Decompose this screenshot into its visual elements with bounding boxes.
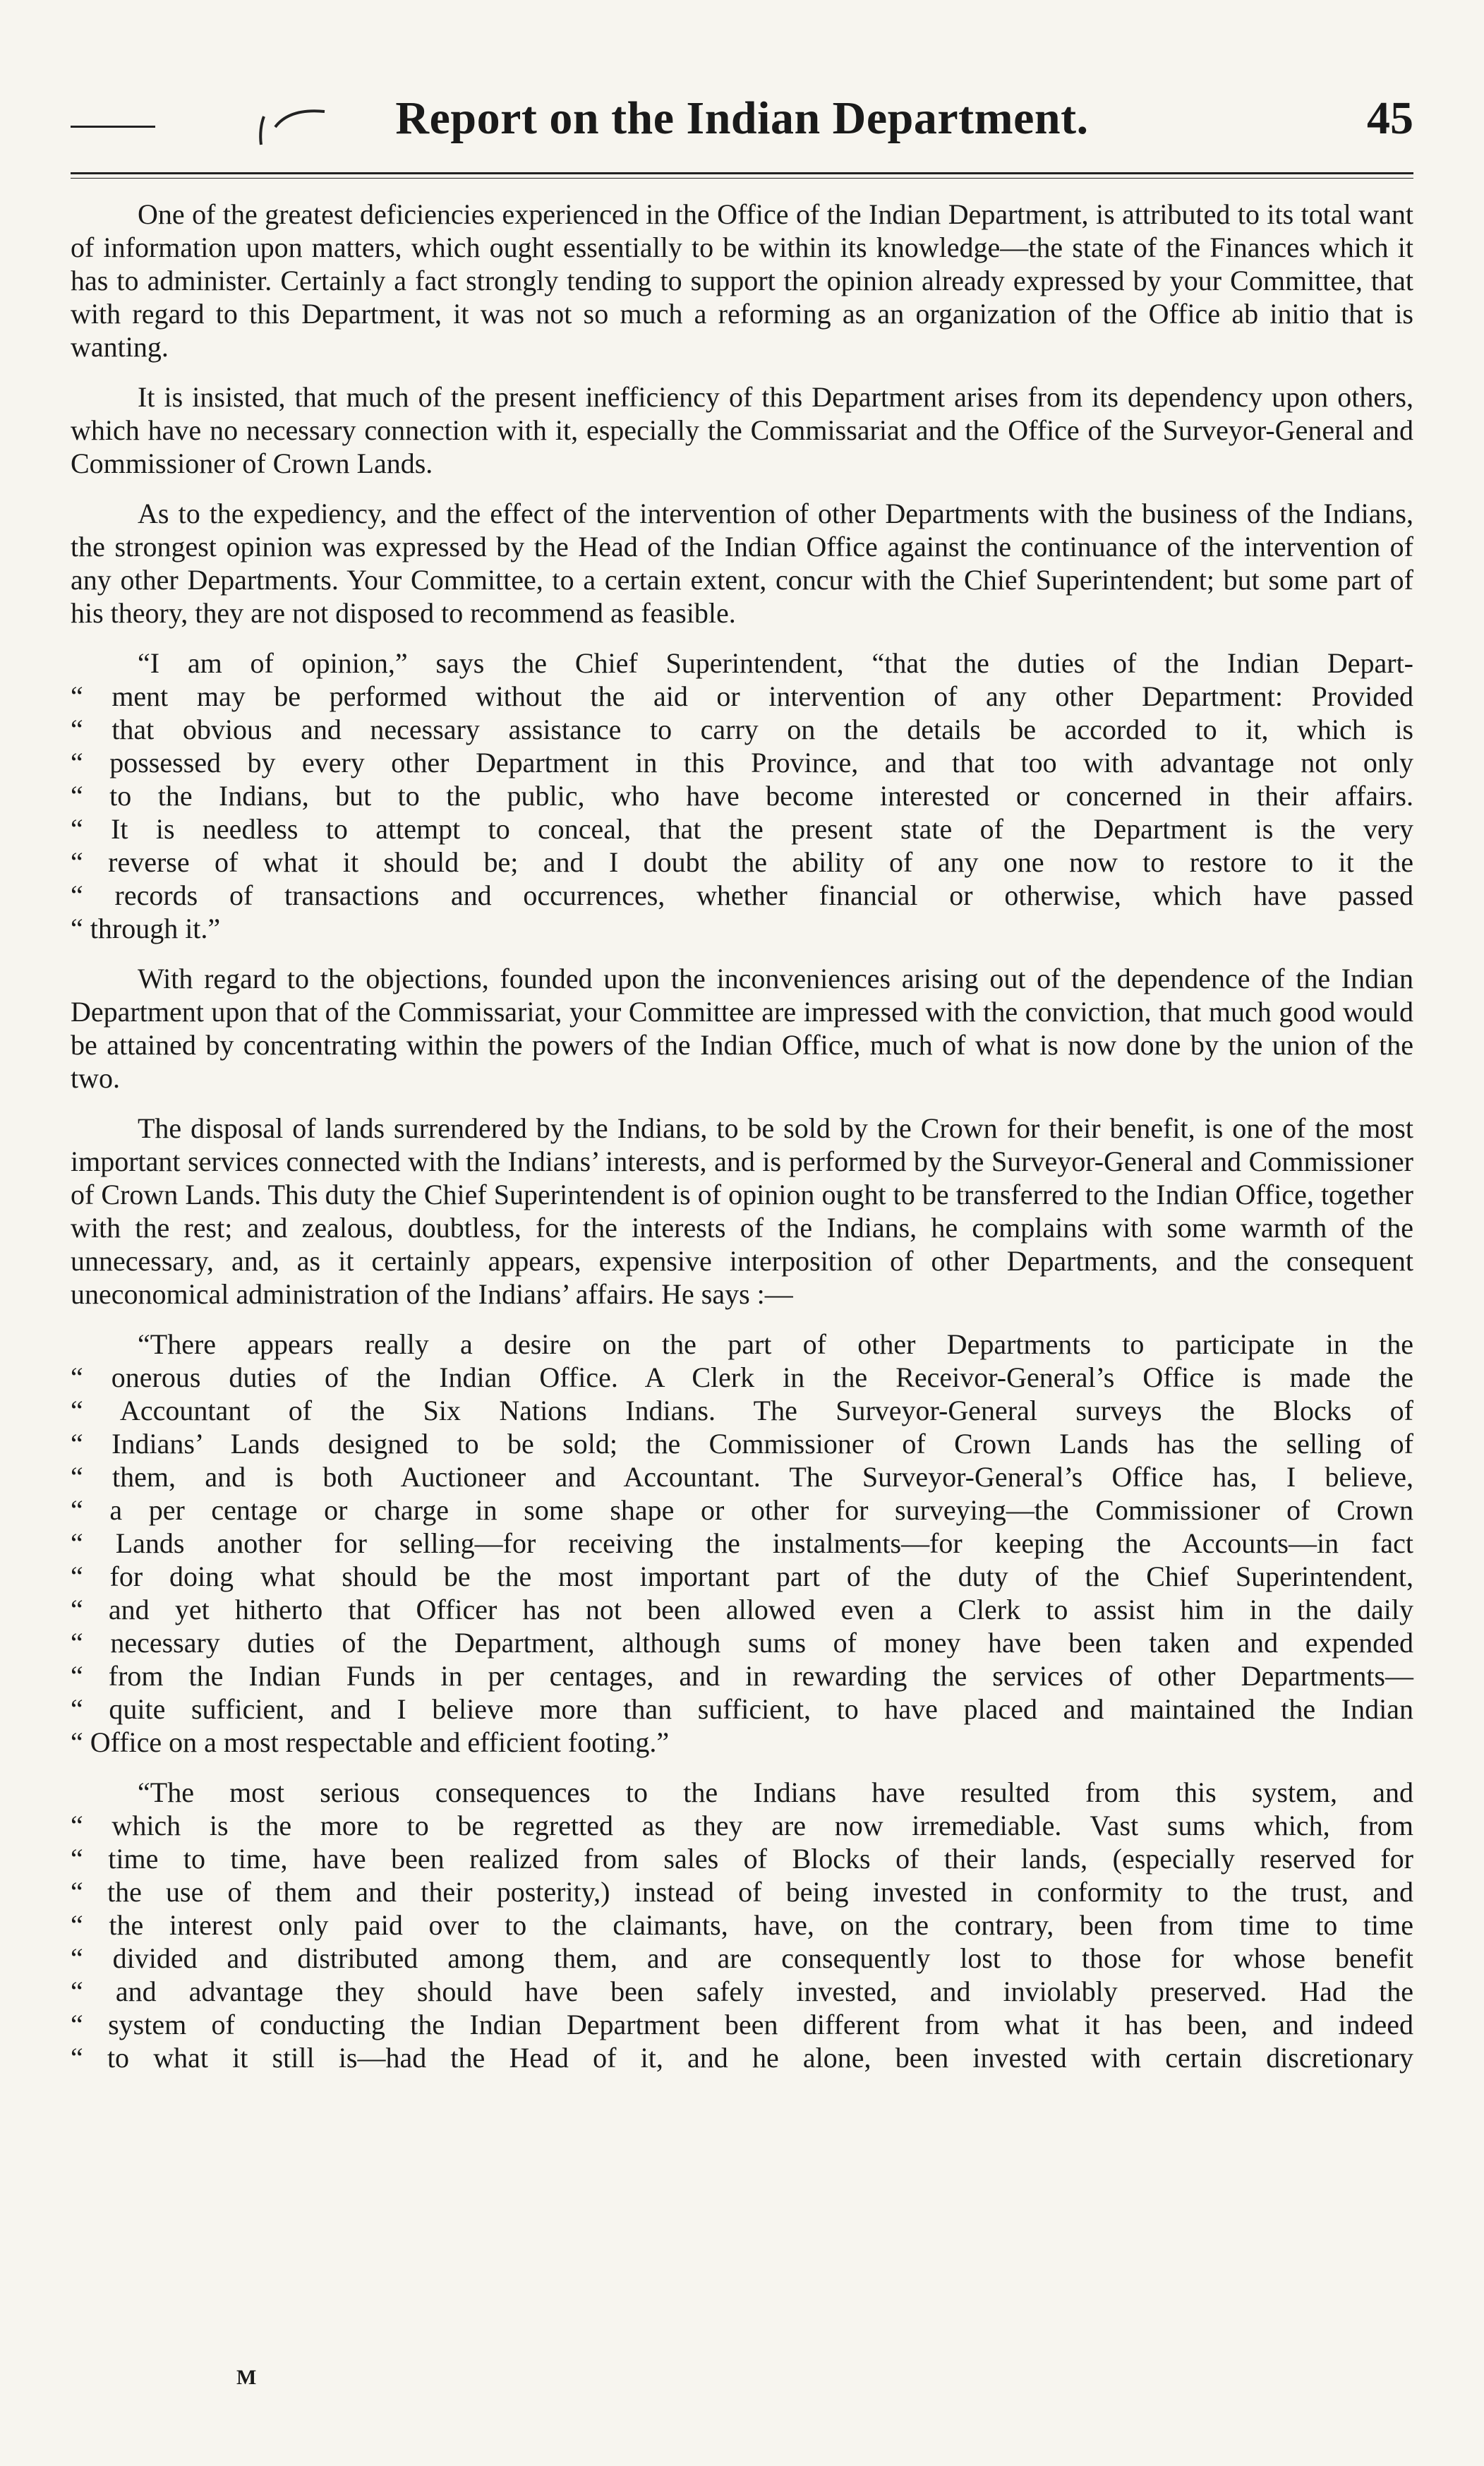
quotation-block bbox=[71, 1328, 1413, 1759]
header-rule-thick bbox=[71, 172, 1413, 174]
quote-line: “ the interest only paid over to the claimants, have, on the contrary, been from time to time bbox=[71, 1909, 1413, 1941]
paragraph: One of the greatest deficiencies experienced in the Office of the Indian Department, is attributed to its total want of information upon matters, which ought essentially to be within its knowledge—the state of the Finances which it has to administer. Certainly a fact strongly tending to support the opinion already expressed by your Committee, that with regard to this Department, it was not so much a reforming as an organization of the Office ab initio that is wanting. bbox=[71, 198, 1413, 363]
quote-line: “ that obvious and necessary assistance to carry on the details be accorded to it, which is bbox=[71, 714, 1413, 745]
page-header bbox=[71, 92, 1413, 155]
quote-line: “ the use of them and their posterity,) instead of being invested in conformity to the trust, and bbox=[71, 1876, 1413, 1908]
quote-line: “ quite sufficient, and I believe more than sufficient, to have placed and maintained the Indian bbox=[71, 1693, 1413, 1725]
quote-line: “ divided and distributed among them, and are consequently lost to those for whose benefit bbox=[71, 1942, 1413, 1974]
paragraph: With regard to the objections, founded upon the inconveniences arising out of the dependence of the Indian Department upon that of the Commissariat, your Committee are impressed with the conviction, that much good would be attained by concentrating within the powers of the Indian Office, much of what is now done by the union of the two. bbox=[71, 963, 1413, 1094]
paragraph: As to the expediency, and the effect of the intervention of other Departments with the business of the Indians, the strongest opinion was expressed by the Head of the Indian Office against the continuance of the intervention of any other Departments. Your Committee, to a certain extent, concur with the Chief Superintendent; but some part of his theory, they are not disposed to recommend as feasible. bbox=[71, 498, 1413, 629]
quote-line: “ which is the more to be regretted as they are now irremediable. Vast sums which, from bbox=[71, 1810, 1413, 1841]
quote-line: “ reverse of what it should be; and I doubt the ability of any one now to restore to it the bbox=[71, 846, 1413, 878]
quote-line: “There appears really a desire on the part of other Departments to participate in the bbox=[138, 1328, 1413, 1360]
quote-line: “ ment may be performed without the aid or intervention of any other Department: Provided bbox=[71, 680, 1413, 712]
quote-line: “ onerous duties of the Indian Office. A Clerk in the Receivor-General’s Office is made the bbox=[71, 1361, 1413, 1393]
quote-line: “ possessed by every other Department in this Province, and that too with advantage not only bbox=[71, 747, 1413, 778]
quote-line: “ necessary duties of the Department, although sums of money have been taken and expended bbox=[71, 1627, 1413, 1659]
quote-line: “ Accountant of the Six Nations Indians. The Surveyor-General surveys the Blocks of bbox=[71, 1395, 1413, 1426]
paragraph: It is insisted, that much of the present inefficiency of this Department arises from its dependency upon others, which have no necessary connection with it, especially the Commissariat and the Office of the Surveyor-General and Commissioner of Crown Lands. bbox=[71, 381, 1413, 479]
quote-line: “ through it.” bbox=[71, 913, 221, 944]
quotation-block bbox=[71, 1776, 1413, 2074]
quote-line: “ Office on a most respectable and efficient footing.” bbox=[71, 1726, 670, 1758]
quote-line: “ from the Indian Funds in per centages, and in rewarding the services of other Departments— bbox=[71, 1660, 1413, 1692]
quote-line: “ for doing what should be the most important part of the duty of the Chief Superintendent, bbox=[71, 1560, 1413, 1592]
signature-mark: M bbox=[236, 2366, 257, 2389]
quote-line: “ Indians’ Lands designed to be sold; the Commissioner of Crown Lands has the selling of bbox=[71, 1428, 1413, 1460]
quote-line: “ a per centage or charge in some shape or other for surveying—the Commissioner of Crown bbox=[71, 1494, 1413, 1526]
quote-line: “The most serious consequences to the Indians have resulted from this system, and bbox=[138, 1776, 1413, 1808]
quote-line: “ system of conducting the Indian Department been different from what it has been, and indeed bbox=[71, 2009, 1413, 2040]
paragraph: The disposal of lands surrendered by the Indians, to be sold by the Crown for their benefit, is one of the most important services connected with the Indians’ interests, and is performed by the Surveyor-General and Commissioner of Crown Lands. This duty the Chief Superintendent is of opinion ought to be transferred to the Indian Office, together with the rest; and zealous, doubtless, for the interests of the Indians, he complains with some warmth of the unnecessary, and, as it certainly appears, expensive interposition of other Departments, and the consequent uneconomical administration of the Indians’ affairs. He says :— bbox=[71, 1112, 1413, 1310]
quote-line: “ them, and is both Auctioneer and Accountant. The Surveyor-General’s Office has, I believe, bbox=[71, 1461, 1413, 1493]
body-text bbox=[71, 198, 1413, 2091]
quote-line: “ Lands another for selling—for receiving the instalments—for keeping the Accounts—in fact bbox=[71, 1527, 1413, 1559]
page-number: 45 bbox=[1367, 92, 1413, 144]
quote-line: “ and advantage they should have been safely invested, and inviolably preserved. Had the bbox=[71, 1975, 1413, 2007]
quotation-block bbox=[71, 646, 1413, 945]
quote-line: “ to the Indians, but to the public, who have become interested or concerned in their affairs. bbox=[71, 780, 1413, 812]
quote-line: “ to what it still is—had the Head of it, and he alone, been invested with certain discretionary bbox=[71, 2042, 1413, 2074]
page-title: Report on the Indian Department. bbox=[395, 92, 1089, 144]
header-rule-thin bbox=[71, 178, 1413, 179]
quote-line: “ time to time, have been realized from sales of Blocks of their lands, (especially reserved for bbox=[71, 1843, 1413, 1875]
quote-line: “ It is needless to attempt to conceal, that the present state of the Department is the very bbox=[71, 813, 1413, 845]
quote-line: “ records of transactions and occurrences, whether financial or otherwise, which have passed bbox=[71, 879, 1413, 911]
quote-line: “ and yet hitherto that Officer has not been allowed even a Clerk to assist him in the daily bbox=[71, 1594, 1413, 1625]
quote-line: “I am of opinion,” says the Chief Superintendent, “that the duties of the Indian Depart- bbox=[138, 647, 1413, 679]
